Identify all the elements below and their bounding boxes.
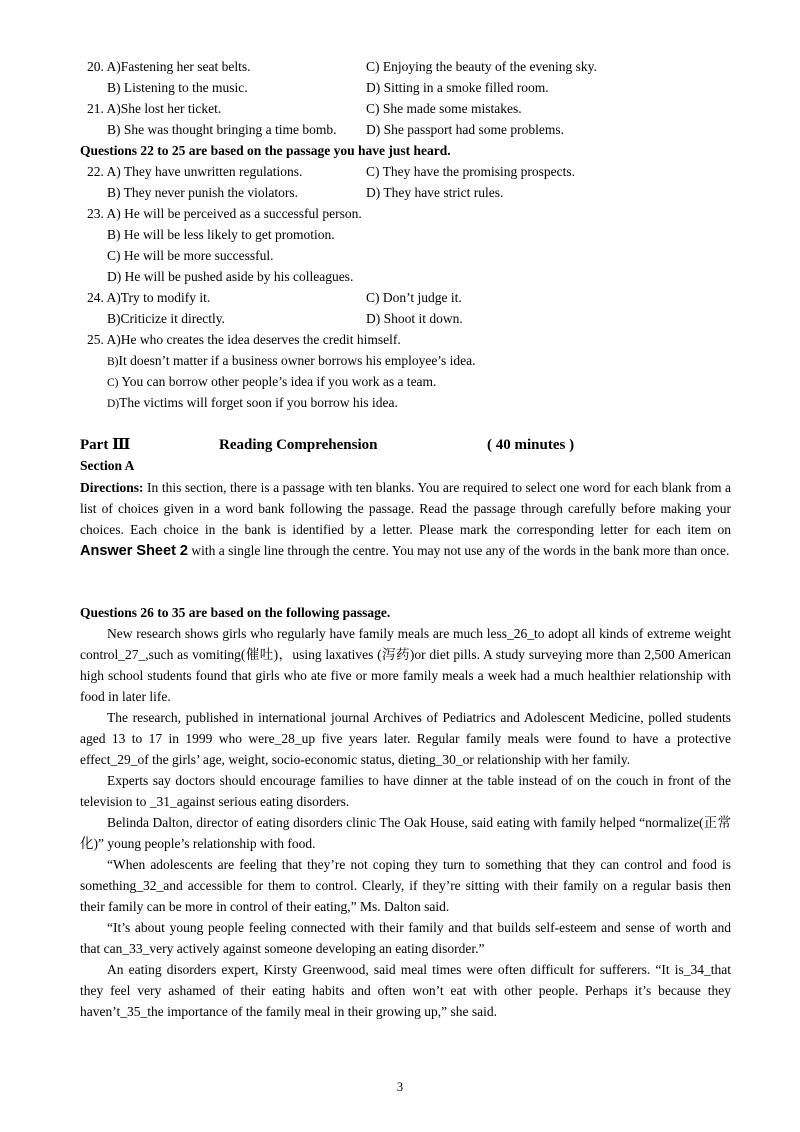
option-letter: D): [107, 398, 120, 410]
option-c: C) Don’t judge it.: [366, 290, 462, 305]
option-text: The victims will forget soon if you borrow his idea.: [119, 395, 398, 410]
option-c: C) He will be more successful.: [107, 248, 274, 263]
option-a: A) He will be perceived as a successful person.: [106, 206, 362, 221]
question-number: 22.: [87, 164, 104, 179]
option-a: A) They have unwritten regulations.: [106, 164, 303, 179]
option-text: It doesn’t matter if a business owner borrows his employee’s idea.: [118, 353, 476, 368]
option-a: A)She lost her ticket.: [106, 101, 222, 116]
option-b: B) Listening to the music.: [107, 80, 248, 95]
option-a: A)Try to modify it.: [106, 290, 211, 305]
option-b: B) They never punish the violators.: [107, 185, 298, 200]
option-c: C) She made some mistakes.: [366, 101, 522, 116]
part-title: Reading Comprehension: [219, 437, 378, 453]
question-number: 21.: [87, 101, 104, 116]
passage-paragraph: Belinda Dalton, director of eating disorders clinic The Oak House, said eating with family helped “normalize(正常化)” young people’s relationship with food.: [80, 815, 731, 851]
question-23: [87, 204, 362, 224]
section-heading-22-25: Questions 22 to 25 are based on the passage you have just heard.: [80, 143, 451, 158]
question-24: [87, 288, 210, 308]
option-c: C) They have the promising prospects.: [366, 164, 575, 179]
passage-paragraph: The research, published in international journal Archives of Pediatrics and Adolescent Medicine, polled students aged 13 to 17 in 1999 who were_28_up five years later. Regular family meals were found to have a protective effect_29_of the girls’ age, weight, socio-economic status, dieting_30_or relationship with her family.: [80, 710, 731, 767]
question-22: [87, 162, 302, 182]
section-heading-26-35: Questions 26 to 35 are based on the following passage.: [80, 605, 391, 620]
option-c: C) Enjoying the beauty of the evening sky.: [366, 59, 597, 74]
part-time: ( 40 minutes ): [487, 437, 575, 453]
option-b: [107, 351, 476, 372]
option-text: You can borrow other people’s idea if you work as a team.: [118, 374, 437, 389]
option-b: B) She was thought bringing a time bomb.: [107, 122, 337, 137]
question-number: 25.: [87, 332, 104, 347]
directions-label: Directions:: [80, 480, 144, 495]
option-b: B)Criticize it directly.: [107, 311, 225, 326]
option-d: D) Shoot it down.: [366, 311, 463, 326]
section-a-heading: Section A: [80, 458, 135, 473]
question-number: 23.: [87, 206, 104, 221]
part-label: Part Ⅲ: [80, 437, 131, 453]
option-d: D) She passport had some problems.: [366, 122, 564, 137]
option-letter: B): [107, 356, 119, 368]
option-a: A)He who creates the idea deserves the credit himself.: [106, 332, 401, 347]
option-d: D) Sitting in a smoke filled room.: [366, 80, 549, 95]
question-21: [87, 99, 221, 119]
directions-text-2: with a single line through the centre. You may not use any of the words in the bank more than once.: [188, 543, 730, 558]
option-c: [107, 372, 436, 393]
option-d: [107, 393, 398, 414]
passage-paragraph: “It’s about young people feeling connected with their family and that builds self-esteem and sense of worth and that can_33_very actively against someone developing an eating disorder.”: [80, 920, 731, 956]
reading-passage: [80, 623, 731, 1022]
answer-sheet-label: Answer Sheet 2: [80, 543, 188, 559]
passage-paragraph: New research shows girls who regularly have family meals are much less_26_to adopt all kinds of extreme weight control_27_,such as vomiting(催吐)，using laxatives (泻药)or diet pills. A study surveying more than 2,500 American high school students found that girls who ate five or more family meals a week had a much healthier relationship with food in later life.: [80, 626, 731, 704]
option-b: B) He will be less likely to get promotion.: [107, 227, 335, 242]
directions: [80, 477, 731, 562]
question-number: 20.: [87, 59, 104, 74]
question-25: [87, 330, 401, 350]
page-number: 3: [396, 1080, 404, 1094]
passage-paragraph: “When adolescents are feeling that they’re not coping they turn to something that they can control and food is something_32_and accessible for them to control. Clearly, if they’re sitting with their family on a regular basis then their family can be more in control of their eating,” Ms. Dalton said.: [80, 857, 731, 914]
option-letter: C): [107, 377, 119, 389]
directions-text-1: In this section, there is a passage with ten blanks. You are required to select one word for each blank from a list of choices given in a word bank following the passage. Read the passage through carefully before making your choices. Each choice in the bank is identified by a letter. Please mark the corresponding letter for each item on: [80, 480, 731, 537]
passage-paragraph: An eating disorders expert, Kirsty Greenwood, said meal times were often difficult for sufferers. “It is_34_that they feel very ashamed of their eating habits and often won’t eat with other people. Perhaps it’s because they haven’t_35_the importance of the family meal in their growing up,” she said.: [80, 962, 731, 1019]
option-d: D) He will be pushed aside by his colleagues.: [107, 269, 354, 284]
passage-paragraph: Experts say doctors should encourage families to have dinner at the table instead of on the couch in front of the television to _31_against serious eating disorders.: [80, 773, 731, 809]
option-a: A)Fastening her seat belts.: [106, 59, 251, 74]
option-d: D) They have strict rules.: [366, 185, 504, 200]
question-number: 24.: [87, 290, 104, 305]
question-20: [87, 57, 250, 77]
